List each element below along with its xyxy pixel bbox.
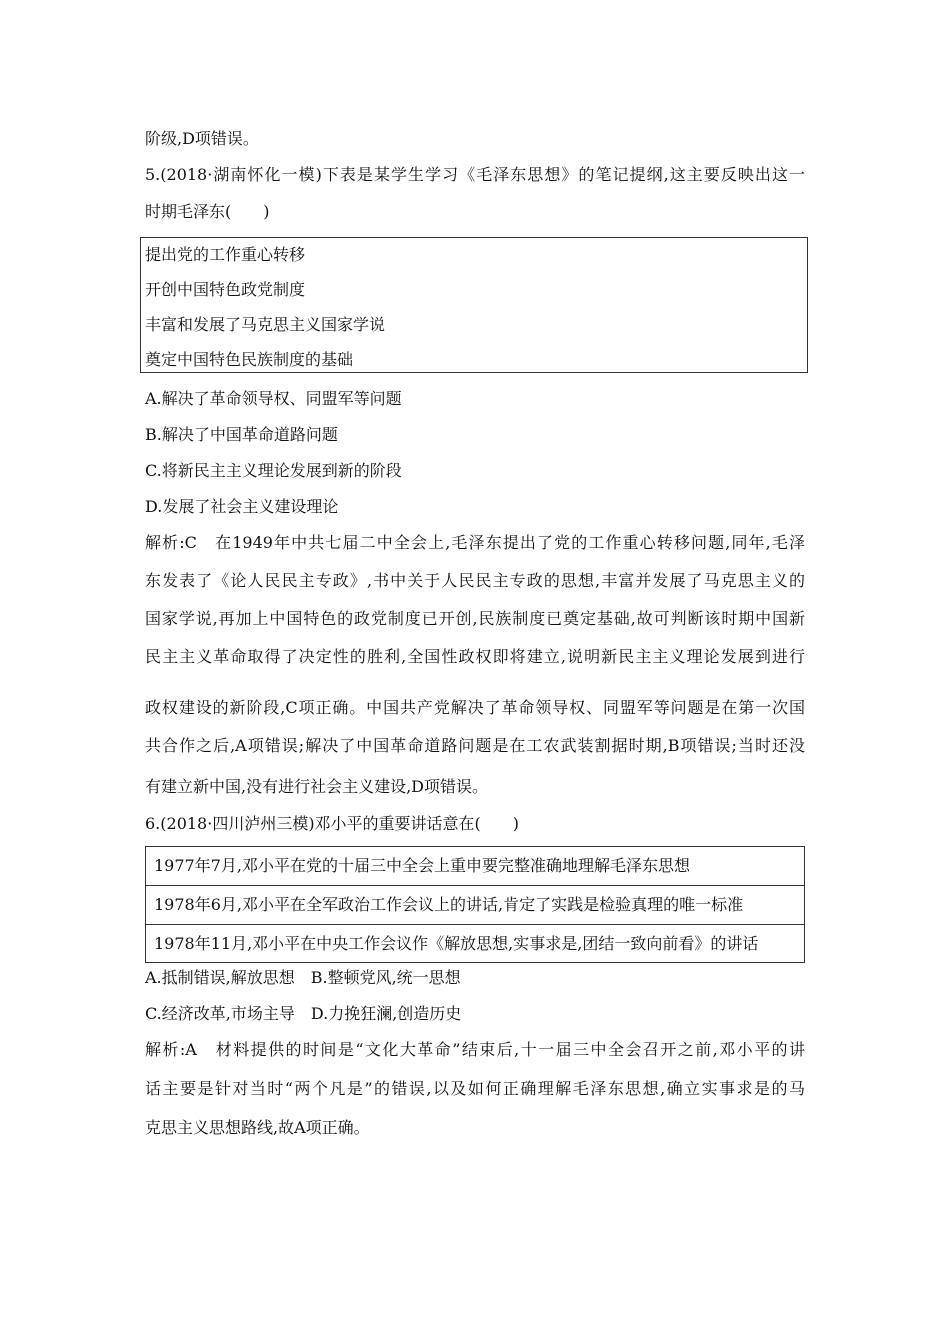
- q5-option-a: A.解决了革命领导权、同盟军等问题: [145, 389, 402, 408]
- q6-table-row: 1978年6月,邓小平在全军政治工作会议上的讲话,肯定了实践是检验真理的唯一标准: [146, 885, 804, 923]
- q5-analysis-line: 有建立新中国,没有进行社会主义建设,D项错误。: [145, 777, 489, 796]
- q5-notes-box: [140, 237, 808, 373]
- q6-table-row: 1977年7月,邓小平在党的十届三中全会上重申要完整准确地理解毛泽东思想: [154, 856, 690, 875]
- q5-analysis-line: 政权建设的新阶段,C项正确。中国共产党解决了革命领导权、同盟军等问题是在第一次国: [145, 698, 805, 717]
- q5-option-c: C.将新民主主义理论发展到新的阶段: [145, 461, 402, 480]
- q5-notes-item: 提出党的工作重心转移: [145, 245, 306, 264]
- q6-material-table: [145, 846, 805, 963]
- previous-answer-tail: 阶级,D项错误。: [145, 129, 259, 148]
- q5-stem-line-2: 时期毛泽东( ): [145, 202, 270, 221]
- q5-option-b: B.解决了中国革命道路问题: [145, 425, 338, 444]
- q6-options-line-2: C.经济改革,市场主导 D.力挽狂澜,创造历史: [145, 1004, 462, 1023]
- q6-stem: 6.(2018·四川泸州三模)邓小平的重要讲话意在( ): [145, 814, 520, 833]
- q5-notes-item: 奠定中国特色民族制度的基础: [145, 350, 354, 369]
- q5-option-d: D.发展了社会主义建设理论: [145, 497, 339, 516]
- q5-analysis-line: 国家学说,再加上中国特色的政党制度已开创,民族制度已奠定基础,故可判断该时期中国新: [145, 609, 805, 628]
- q5-notes-item: 丰富和发展了马克思主义国家学说: [145, 315, 386, 334]
- q5-analysis-line: 解析:C 在1949年中共七届二中全会上,毛泽东提出了党的工作重心转移问题,同年,毛泽: [145, 533, 805, 552]
- q5-analysis-line: 东发表了《论人民民主专政》,书中关于人民民主专政的思想,丰富并发展了马克思主义的: [145, 571, 805, 590]
- q6-analysis-line: 话主要是针对当时“两个凡是”的错误,以及如何正确理解毛泽东思想,确立实事求是的马: [145, 1079, 805, 1098]
- q6-analysis-line: 克思主义思想路线,故A项正确。: [145, 1118, 370, 1137]
- q5-analysis-line: 共合作之后,A项错误;解决了中国革命道路问题是在工农武装割据时期,B项错误;当时还没: [145, 736, 805, 755]
- q5-analysis-line: 民主主义革命取得了决定性的胜利,全国性政权即将建立,说明新民主主义理论发展到进行: [145, 647, 805, 666]
- q5-stem-line-1: 5.(2018·湖南怀化一模)下表是某学生学习《毛泽东思想》的笔记提纲,这主要反映出这一: [145, 165, 805, 184]
- q6-table-row: 1978年11月,邓小平在中央工作会议作《解放思想,实事求是,团结一致向前看》的讲话: [146, 924, 804, 962]
- q5-notes-item: 开创中国特色政党制度: [145, 280, 306, 299]
- q6-options-line-1: A.抵制错误,解放思想 B.整顿党风,统一思想: [145, 968, 461, 987]
- q6-analysis-line: 解析:A 材料提供的时间是“文化大革命”结束后,十一届三中全会召开之前,邓小平的讲: [145, 1040, 805, 1059]
